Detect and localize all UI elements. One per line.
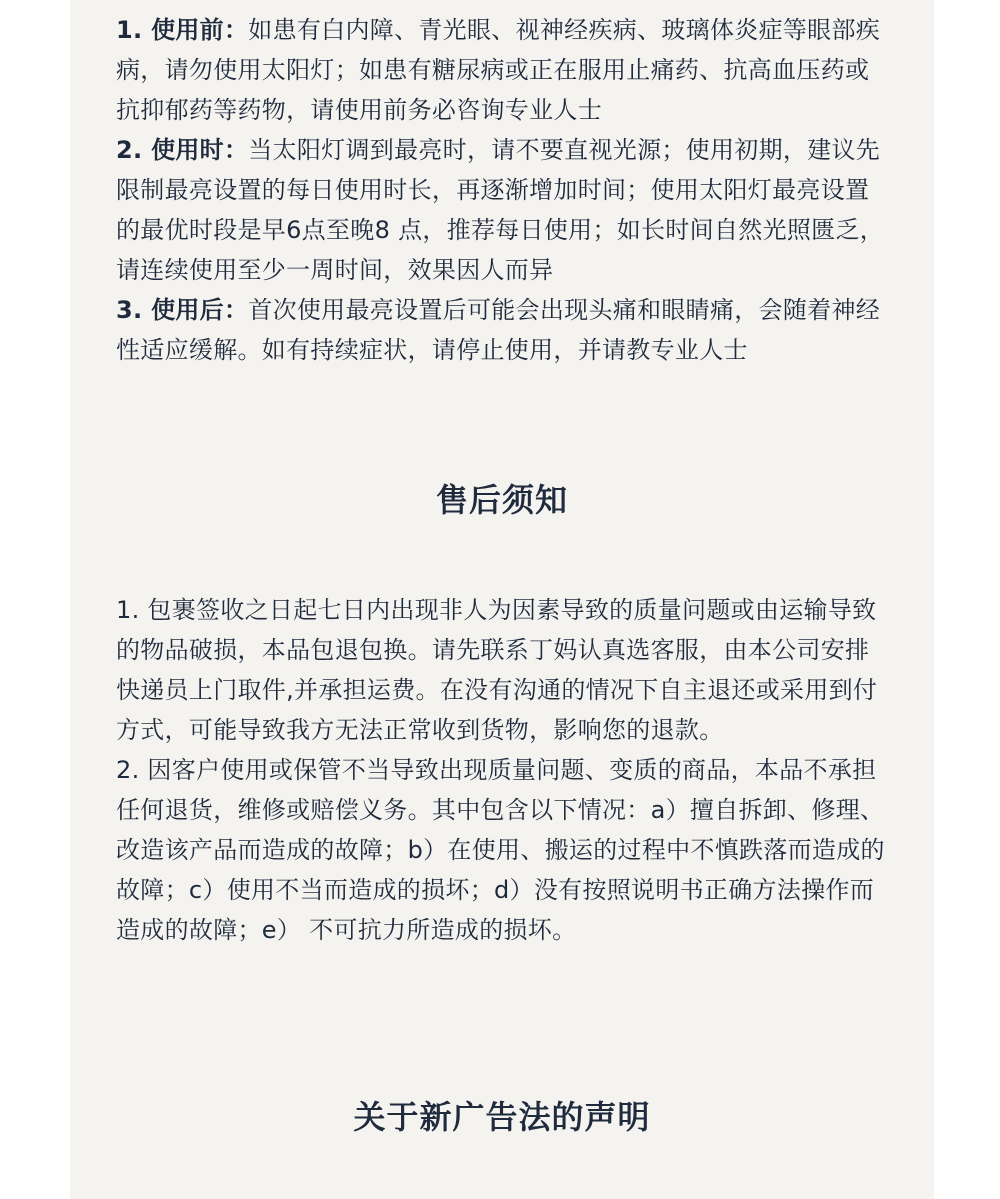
- after-sales-item: 1. 包裹签收之日起七日内出现非人为因素导致的质量问题或由运输导致的物品破损，本品包退包换。请先联系丁妈认真选客服，由本公司安排快递员上门取件,并承担运费。在没有沟通的情况下自主退还或采用到付方式，可能导致我方无法正常收到货物，影响您的退款。: [116, 596, 878, 744]
- usage-note-text: 当太阳灯调到最亮时，请不要直视光源；使用初期，建议先限制最亮设置的每日使用时长，再逐渐增加时间；使用太阳灯最亮设置的最优时段是早6点至晚8 点，推荐每日使用；如长时间自然光照匮乏，请连续使用至少一周时间，效果因人而异: [116, 136, 885, 284]
- usage-note-label: 1. 使用前：: [116, 16, 249, 44]
- after-sales-title: 售后须知: [435, 481, 568, 519]
- usage-note-before: [116, 10, 886, 130]
- usage-note-label: 2. 使用时：: [116, 136, 249, 164]
- usage-notes: [116, 10, 886, 370]
- ad-law-title: 关于新广告法的声明: [353, 1098, 651, 1136]
- after-sales-item: 2. 因客户使用或保管不当导致出现质量问题、变质的商品，本品不承担任何退货，维修或赔偿义务。其中包含以下情况：a）擅自拆卸、修理、改造该产品而造成的故障；b）在使用、搬运的过程中不慎跌落而造成的故障；c）使用不当而造成的损坏；d）没有按照说明书正确方法操作而造成的故障；e） 不可抗力所造成的损坏。: [116, 756, 885, 944]
- after-sales-list: [116, 590, 886, 950]
- usage-note-text: 首次使用最亮设置后可能会出现头痛和眼睛痛，会随着神经性适应缓解。如有持续症状，请停止使用，并请教专业人士: [116, 296, 881, 364]
- usage-note-label: 3. 使用后：: [116, 296, 249, 324]
- usage-note-during: [116, 130, 886, 290]
- usage-note-after: [116, 290, 886, 370]
- usage-note-text: 如患有白内障、青光眼、视神经疾病、玻璃体炎症等眼部疾病，请勿使用太阳灯；如患有糖尿病或正在服用止痛药、抗高血压药或抗抑郁药等药物，请使用前务必咨询专业人士: [116, 16, 881, 124]
